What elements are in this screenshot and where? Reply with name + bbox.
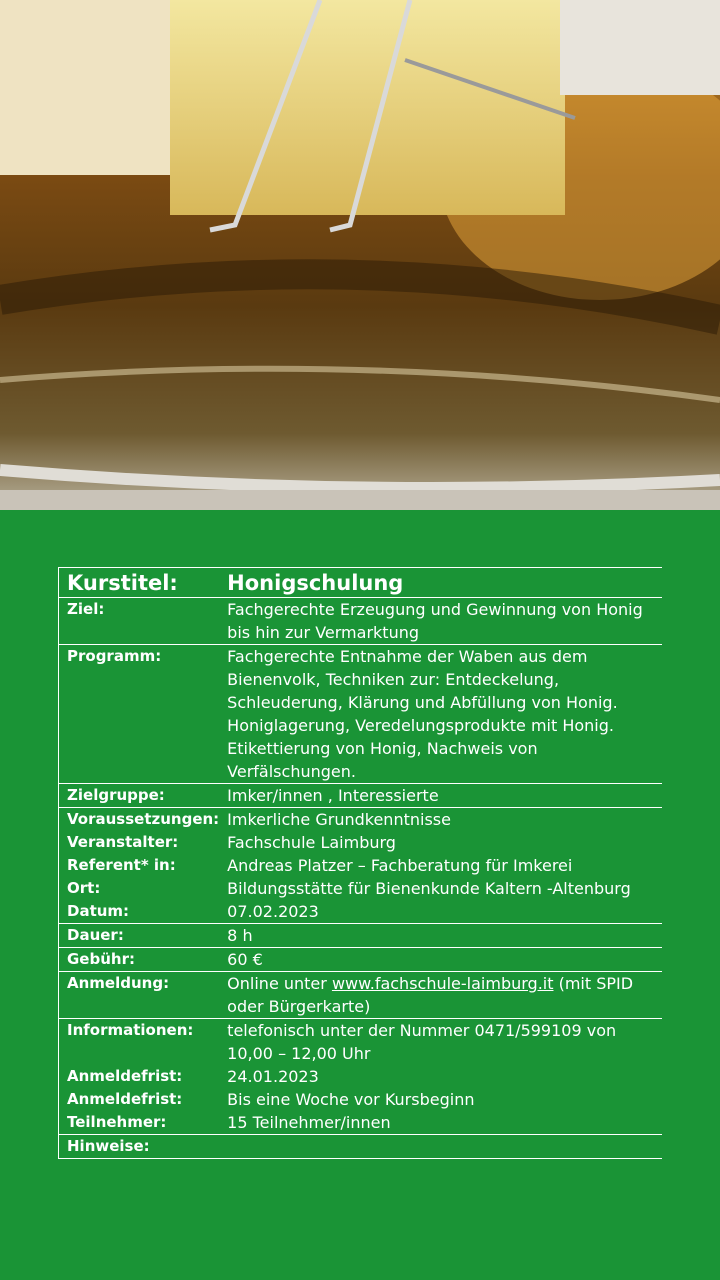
course-info-panel <box>0 510 720 1280</box>
row-gebuehr <box>59 948 663 972</box>
value-voraussetzungen: Imkerliche Grundkenntnisse <box>227 810 451 829</box>
label-gebuehr: Gebühr: <box>59 948 220 972</box>
label-programm: Programm: <box>59 645 220 784</box>
row-anmeldung <box>59 972 663 1019</box>
label-zielgruppe: Zielgruppe: <box>59 784 220 808</box>
row-ziel <box>59 598 663 645</box>
row-ort <box>59 877 663 900</box>
label-informationen: Informationen: <box>67 1021 194 1039</box>
label-ziel: Ziel: <box>59 598 220 645</box>
label-kurstitel: Kurstitel: <box>59 568 220 598</box>
row-kurstitel <box>59 568 663 598</box>
value-anmeldung <box>219 972 662 1019</box>
row-hinweise <box>59 1135 663 1159</box>
honey-extractor-photo <box>0 0 720 510</box>
label-voraussetzungen: Voraussetzungen: <box>67 810 220 828</box>
label-teilnehmer: Teilnehmer: <box>59 1111 220 1135</box>
value-informationen: telefonisch unter der Nummer 0471/599109 von 10,00 – 12,00 Uhr <box>227 1021 617 1063</box>
value-gebuehr: 60 € <box>219 948 662 972</box>
value-teilnehmer: 15 Teilnehmer/innen <box>219 1111 662 1135</box>
row-zielgruppe <box>59 784 663 808</box>
value-dauer: 8 h <box>219 924 662 948</box>
label-dauer: Dauer: <box>59 924 220 948</box>
value-veranstalter: Fachschule Laimburg <box>227 833 396 852</box>
anmeldung-prefix: Online unter <box>227 974 332 993</box>
value-hinweise <box>219 1135 662 1159</box>
value-zielgruppe: Imker/innen , Interessierte <box>219 784 662 808</box>
value-ort: Bildungsstätte für Bienenkunde Kaltern -Altenburg <box>227 879 631 898</box>
label-referent: Referent* in: <box>67 856 176 874</box>
row-teilnehmer <box>59 1111 663 1135</box>
value-ziel: Fachgerechte Erzeugung und Gewinnung von Honig bis hin zur Vermarktung <box>219 598 662 645</box>
row-veranstalter <box>59 831 663 854</box>
label-anmeldung: Anmeldung: <box>59 972 220 1019</box>
row-programm <box>59 645 663 784</box>
label-veranstalter: Veranstalter: <box>67 833 179 851</box>
anmeldung-suffix: (mit SPID oder Bürgerkarte) <box>227 974 634 1016</box>
row-voraussetzungen <box>59 808 663 832</box>
value-anmeldefrist-date: 24.01.2023 <box>227 1067 319 1086</box>
value-programm: Fachgerechte Entnahme der Waben aus dem Bienenvolk, Techniken zur: Entdeckelung, Schleuderung, Klärung und Abfüllung von Honig. Honiglagerung, Veredelungsprodukte mit Honig. Etikettierung von Honig, Nachweis von Verfälschungen. <box>219 645 662 784</box>
row-anmeldefrist-date <box>59 1065 663 1088</box>
fachschule-link[interactable]: www.fachschule-laimburg.it <box>331 974 554 993</box>
course-info-table <box>58 567 662 1159</box>
value-anmeldefrist-note: Bis eine Woche vor Kursbeginn <box>227 1090 475 1109</box>
value-kurstitel: Honigschulung <box>219 568 662 598</box>
row-anmeldefrist-note <box>59 1088 663 1111</box>
row-datum <box>59 900 663 924</box>
label-datum: Datum: <box>59 900 220 924</box>
label-anmeldefrist-date: Anmeldefrist: <box>67 1067 183 1085</box>
row-referent <box>59 854 663 877</box>
row-dauer <box>59 924 663 948</box>
value-referent: Andreas Platzer – Fachberatung für Imkerei <box>227 856 573 875</box>
row-informationen <box>59 1019 663 1066</box>
label-hinweise: Hinweise: <box>59 1135 220 1159</box>
label-anmeldefrist-note: Anmeldefrist: <box>67 1090 183 1108</box>
value-datum: 07.02.2023 <box>219 900 662 924</box>
label-ort: Ort: <box>67 879 101 897</box>
